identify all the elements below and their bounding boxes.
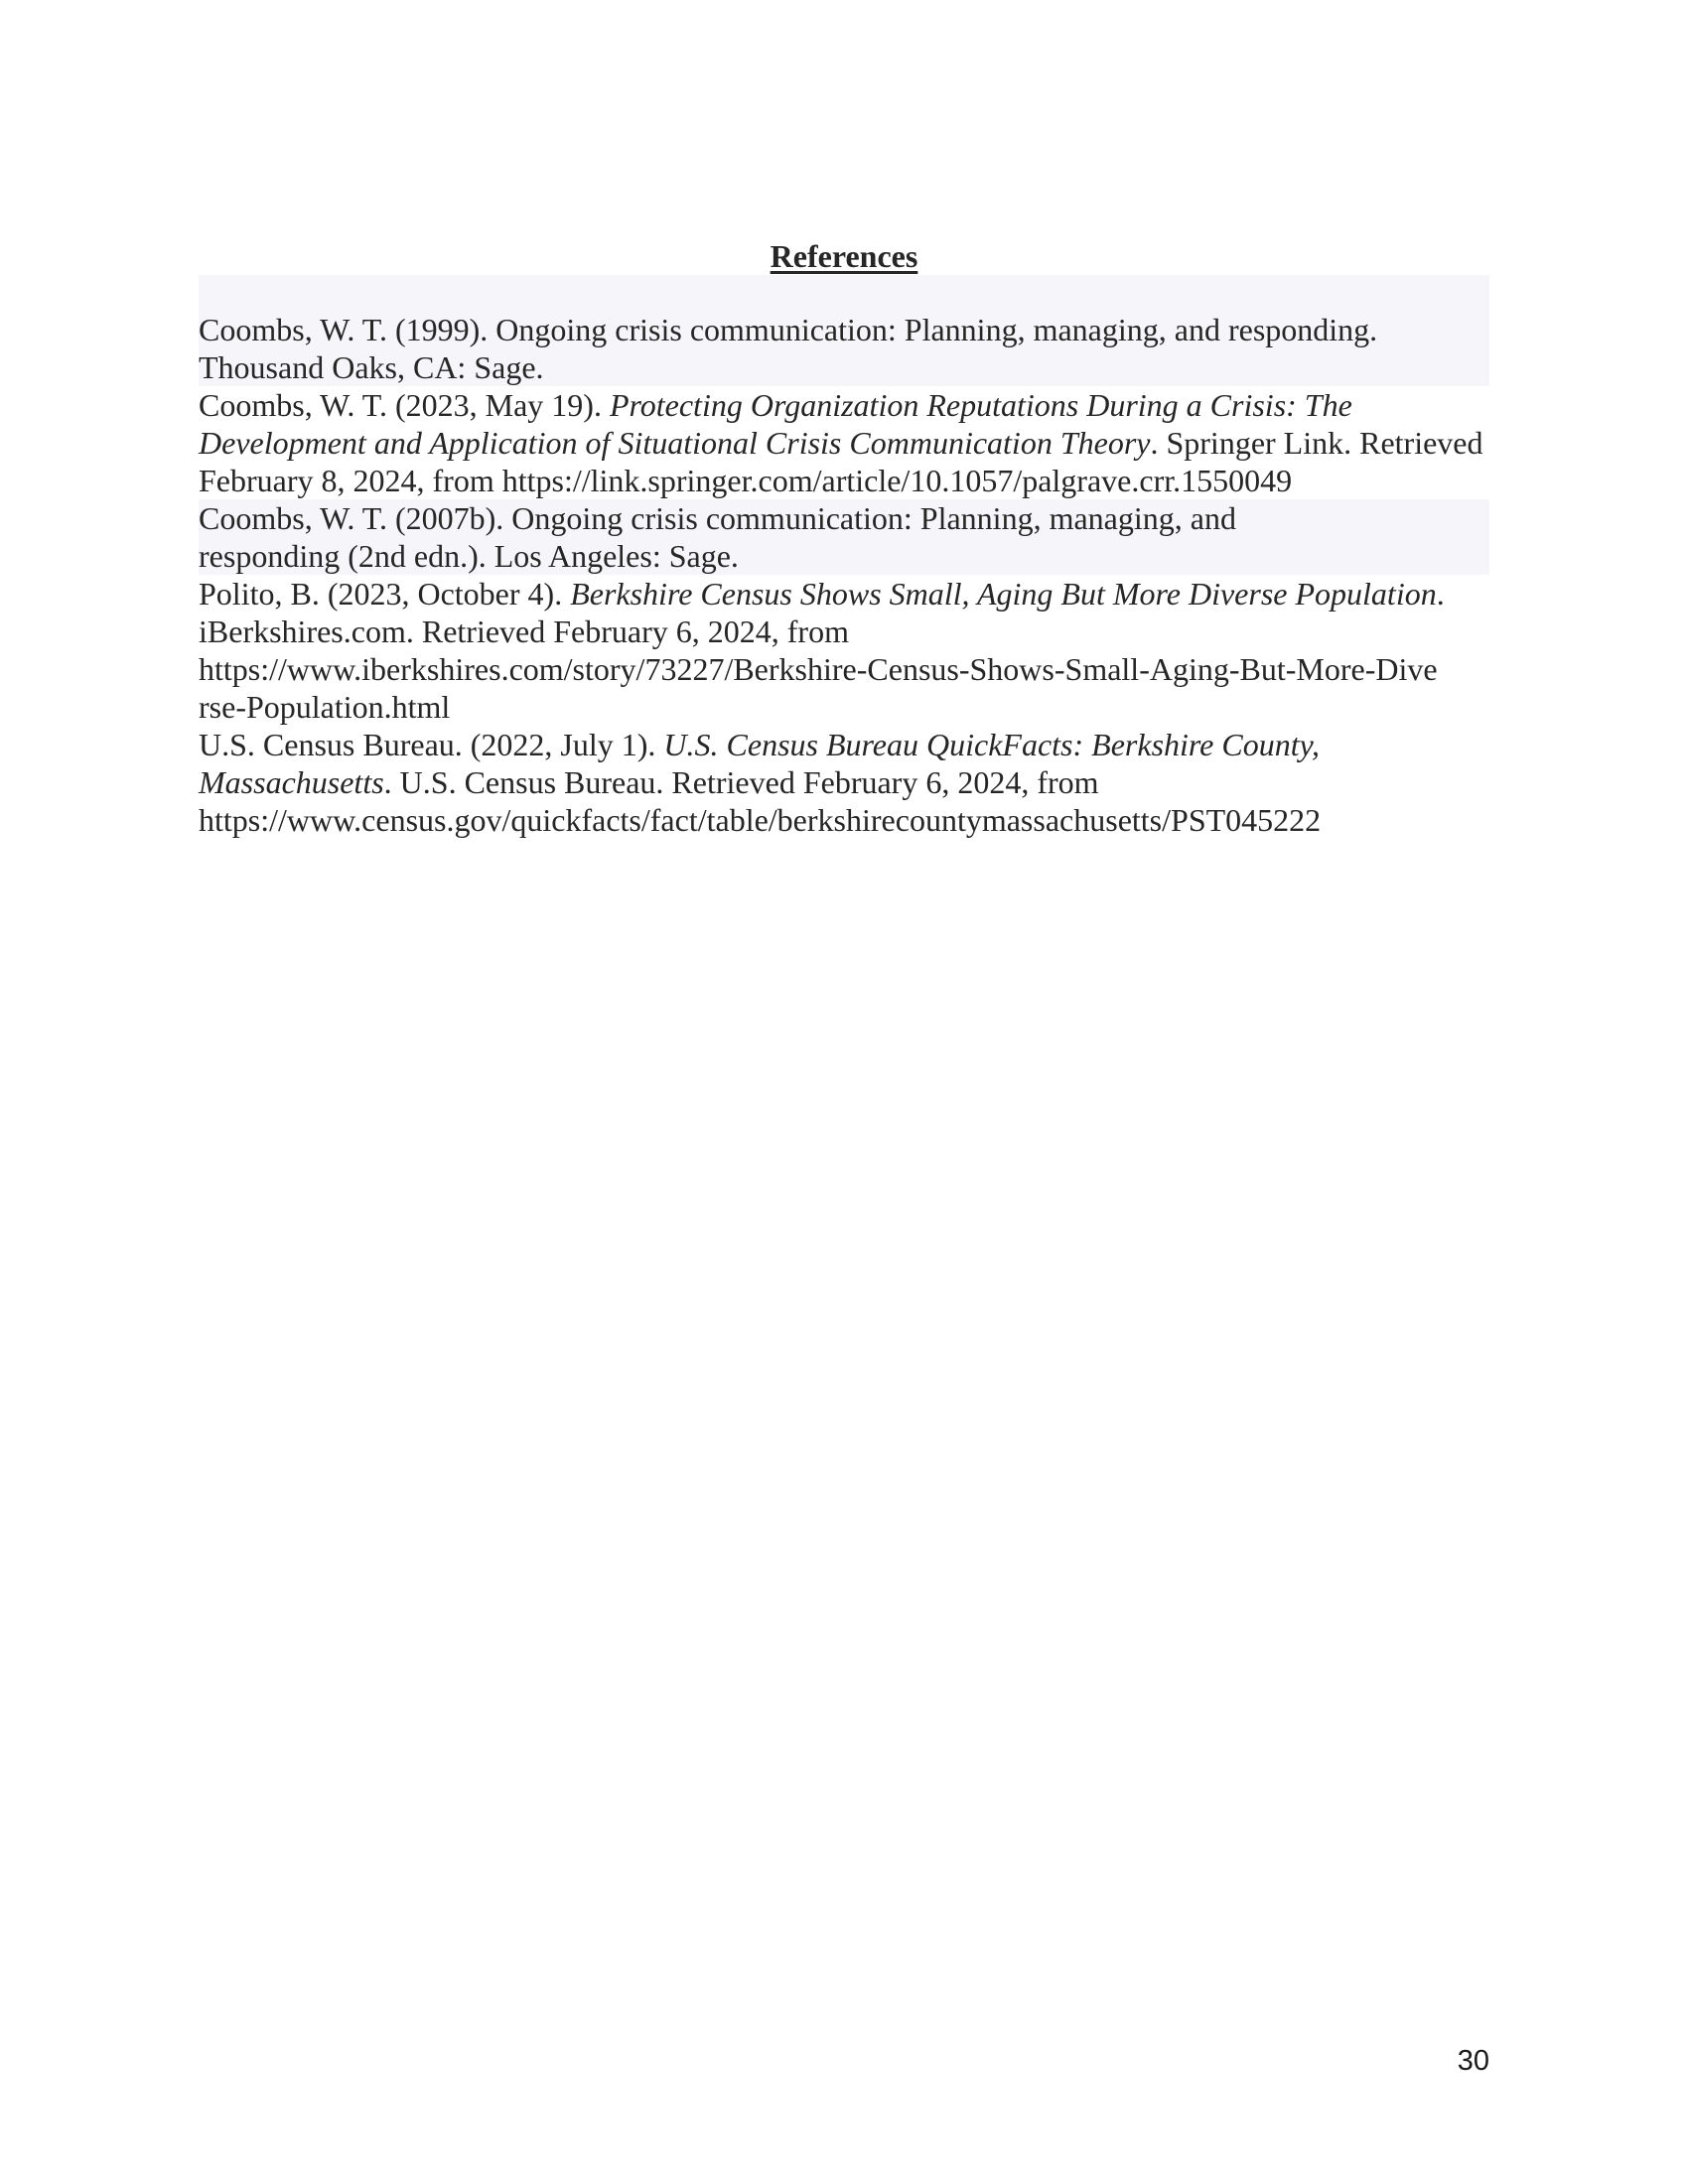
reference-list <box>199 275 1489 839</box>
reference-title: Berkshire Census Shows Small, Aging But More Diverse Population <box>570 576 1437 612</box>
reference-text: responding (2nd edn.). Los Angeles: Sage. <box>199 538 739 574</box>
reference-entry-coombs-1999 <box>199 275 1489 386</box>
reference-url[interactable]: https://www.census.gov/quickfacts/fact/table/berkshirecountymassachusetts/PST045222 <box>199 802 1322 838</box>
reference-source: . U.S. Census Bureau. Retrieved February 6, 2024, from <box>383 764 1099 800</box>
reference-url-continued[interactable]: rse-Population.html <box>199 689 451 725</box>
reference-title: Protecting Organization Reputations During a Crisis: The Development and Application of Situational Crisis Communication Theory <box>199 387 1352 461</box>
reference-entry-coombs-2007b <box>199 499 1489 575</box>
reference-source: . Springer Link. Retrieved February 8, 2024, from https://link.springer.com/article/10.1057/palgrave.crr.1550049 <box>199 425 1483 498</box>
reference-author-date: U.S. Census Bureau. (2022, July 1). <box>199 727 664 762</box>
reference-text: Coombs, W. T. (2007b). Ongoing crisis communication: Planning, managing, and <box>199 500 1236 536</box>
reference-entry-census-2022 <box>199 726 1489 839</box>
references-heading: References <box>770 238 918 274</box>
reference-author-date: Polito, B. (2023, October 4). <box>199 576 571 612</box>
reference-text: Thousand Oaks, CA: Sage. <box>199 349 544 385</box>
reference-url[interactable]: https://www.iberkshires.com/story/73227/Berkshire-Census-Shows-Small-Aging-But-More-Dive <box>199 651 1438 687</box>
reference-text: Coombs, W. T. (1999). Ongoing crisis communication: Planning, managing, and responding. <box>199 312 1378 347</box>
reference-author-date: Coombs, W. T. (2023, May 19). <box>199 387 610 423</box>
reference-entry-coombs-2023 <box>199 386 1489 499</box>
page-number: 30 <box>1457 2045 1489 2077</box>
reference-title: U.S. Census Bureau QuickFacts: Berkshire County, Massachusetts <box>199 727 1321 800</box>
reference-entry-polito-2023 <box>199 575 1489 726</box>
reference-source: . iBerkshires.com. Retrieved February 6, 2024, from <box>199 576 1445 649</box>
